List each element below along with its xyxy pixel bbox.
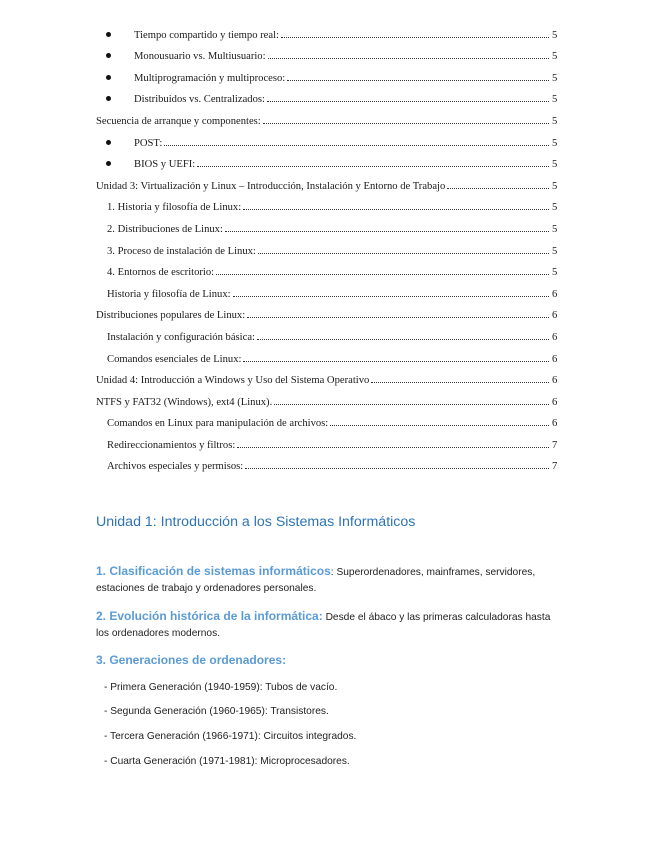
toc-entry[interactable] <box>0 84 560 106</box>
dot-leader <box>263 123 549 124</box>
toc-entry[interactable] <box>0 386 560 408</box>
dot-leader <box>164 145 549 146</box>
dot-leader <box>243 361 549 362</box>
section-generaciones <box>96 652 556 670</box>
dot-leader <box>267 101 549 102</box>
toc-entry[interactable] <box>0 257 560 279</box>
toc-entry-title: Comandos esenciales de Linux: <box>107 353 242 365</box>
toc-page-number: 5 <box>552 29 558 41</box>
toc-page-number: 5 <box>552 94 558 106</box>
dot-leader <box>330 425 549 426</box>
toc-page-number: 5 <box>552 51 558 63</box>
dot-leader <box>237 447 549 448</box>
toc-entry[interactable] <box>0 127 560 149</box>
toc-entry-title: Monousuario vs. Multiusuario: <box>134 51 266 63</box>
bullet-icon <box>106 75 111 80</box>
toc-entry-title: Unidad 3: Virtualización y Linux – Introducción, Instalación y Entorno de Trabajo <box>96 180 446 192</box>
dot-leader <box>197 166 549 167</box>
toc-entry-title: Comandos en Linux para manipulación de archivos: <box>107 418 329 430</box>
toc-entry[interactable] <box>0 408 560 430</box>
dot-leader <box>274 404 549 405</box>
toc-entry[interactable] <box>0 149 560 171</box>
table-of-contents <box>0 19 655 472</box>
dot-leader <box>233 296 549 297</box>
toc-page-number: 5 <box>552 180 558 192</box>
toc-entry[interactable] <box>0 321 560 343</box>
toc-page-number: 5 <box>552 72 558 84</box>
section-heading: 2. Evolución histórica de la informática: <box>96 609 323 623</box>
dot-leader <box>281 37 549 38</box>
toc-entry-title: Distribuciones populares de Linux: <box>96 310 246 322</box>
toc-entry[interactable] <box>0 365 560 387</box>
toc-entry-title: Historia y filosofía de Linux: <box>107 288 231 300</box>
dot-leader <box>225 231 549 232</box>
unit-heading: Unidad 1: Introducción a los Sistemas Informáticos <box>96 514 416 530</box>
generation-item: - Segunda Generación (1960-1965): Transistores. <box>104 706 329 717</box>
section-body: Desde el ábaco y las primeras calculadoras hasta los ordenadores modernos. <box>96 612 551 639</box>
toc-entry[interactable] <box>0 300 560 322</box>
toc-page-number: 5 <box>552 202 558 214</box>
toc-page-number: 5 <box>552 245 558 257</box>
toc-entry[interactable] <box>0 19 560 41</box>
generation-item: - Cuarta Generación (1971-1981): Microprocesadores. <box>104 756 350 767</box>
section-body: Superordenadores, mainframes, servidores, estaciones de trabajo y ordenadores personales. <box>96 567 536 594</box>
toc-entry-title: Secuencia de arranque y componentes: <box>96 115 261 127</box>
toc-page-number: 5 <box>552 159 558 171</box>
dot-leader <box>287 80 549 81</box>
dot-leader <box>447 188 549 189</box>
dot-leader <box>243 209 549 210</box>
toc-entry[interactable] <box>0 213 560 235</box>
toc-page-number: 6 <box>552 396 558 408</box>
section-heading: 1. Clasificación de sistemas informáticos <box>96 564 331 578</box>
dot-leader <box>216 274 549 275</box>
toc-entry[interactable] <box>0 451 560 473</box>
toc-entry-title: Tiempo compartido y tiempo real: <box>134 29 279 41</box>
toc-page-number: 6 <box>552 418 558 430</box>
toc-page-number: 6 <box>552 288 558 300</box>
toc-page-number: 6 <box>552 310 558 322</box>
toc-entry[interactable] <box>0 429 560 451</box>
section-clasificacion <box>96 563 556 597</box>
section-evolucion <box>96 608 556 642</box>
bullet-icon <box>106 96 111 101</box>
dot-leader <box>257 339 549 340</box>
toc-entry-title: 2. Distribuciones de Linux: <box>107 223 223 235</box>
dot-leader <box>245 468 549 469</box>
dot-leader <box>371 382 549 383</box>
toc-entry[interactable] <box>0 278 560 300</box>
bullet-icon <box>106 32 111 37</box>
toc-entry-title: Unidad 4: Introducción a Windows y Uso del Sistema Operativo <box>96 375 370 387</box>
section-separator: : <box>330 567 334 578</box>
toc-entry-title: BIOS y UEFI: <box>134 159 196 171</box>
toc-entry-title: 3. Proceso de instalación de Linux: <box>107 245 256 257</box>
toc-entry-title: Redireccionamientos y filtros: <box>107 439 236 451</box>
toc-page-number: 5 <box>552 223 558 235</box>
toc-entry-title: Archivos especiales y permisos: <box>107 461 244 473</box>
toc-entry[interactable] <box>0 105 560 127</box>
generation-item: - Tercera Generación (1966-1971): Circuitos integrados. <box>104 731 357 742</box>
toc-entry[interactable] <box>0 192 560 214</box>
toc-page-number: 5 <box>552 137 558 149</box>
toc-page-number: 5 <box>552 115 558 127</box>
toc-entry-title: NTFS y FAT32 (Windows), ext4 (Linux). <box>96 396 273 408</box>
toc-page-number: 6 <box>552 331 558 343</box>
toc-entry-title: Distribuidos vs. Centralizados: <box>134 94 265 106</box>
dot-leader <box>258 253 549 254</box>
generation-item: - Primera Generación (1940-1959): Tubos de vacío. <box>104 682 338 693</box>
toc-entry-title: 1. Historia y filosofía de Linux: <box>107 202 242 214</box>
bullet-icon <box>106 161 111 166</box>
toc-page-number: 5 <box>552 267 558 279</box>
section-heading: 3. Generaciones de ordenadores: <box>96 653 287 667</box>
toc-entry[interactable] <box>0 62 560 84</box>
toc-page-number: 7 <box>552 461 558 473</box>
bullet-icon <box>106 140 111 145</box>
toc-entry-title: POST: <box>134 137 163 149</box>
dot-leader <box>247 317 549 318</box>
toc-entry[interactable] <box>0 170 560 192</box>
toc-page-number: 7 <box>552 439 558 451</box>
bullet-icon <box>106 53 111 58</box>
toc-entry[interactable] <box>0 235 560 257</box>
toc-entry[interactable] <box>0 41 560 63</box>
toc-entry-title: Instalación y configuración básica: <box>107 331 255 343</box>
toc-entry-title: 4. Entornos de escritorio: <box>107 267 215 279</box>
toc-entry-title: Multiprogramación y multiproceso: <box>134 72 286 84</box>
dot-leader <box>268 58 549 59</box>
toc-page-number: 6 <box>552 375 558 387</box>
toc-entry[interactable] <box>0 343 560 365</box>
toc-page-number: 6 <box>552 353 558 365</box>
